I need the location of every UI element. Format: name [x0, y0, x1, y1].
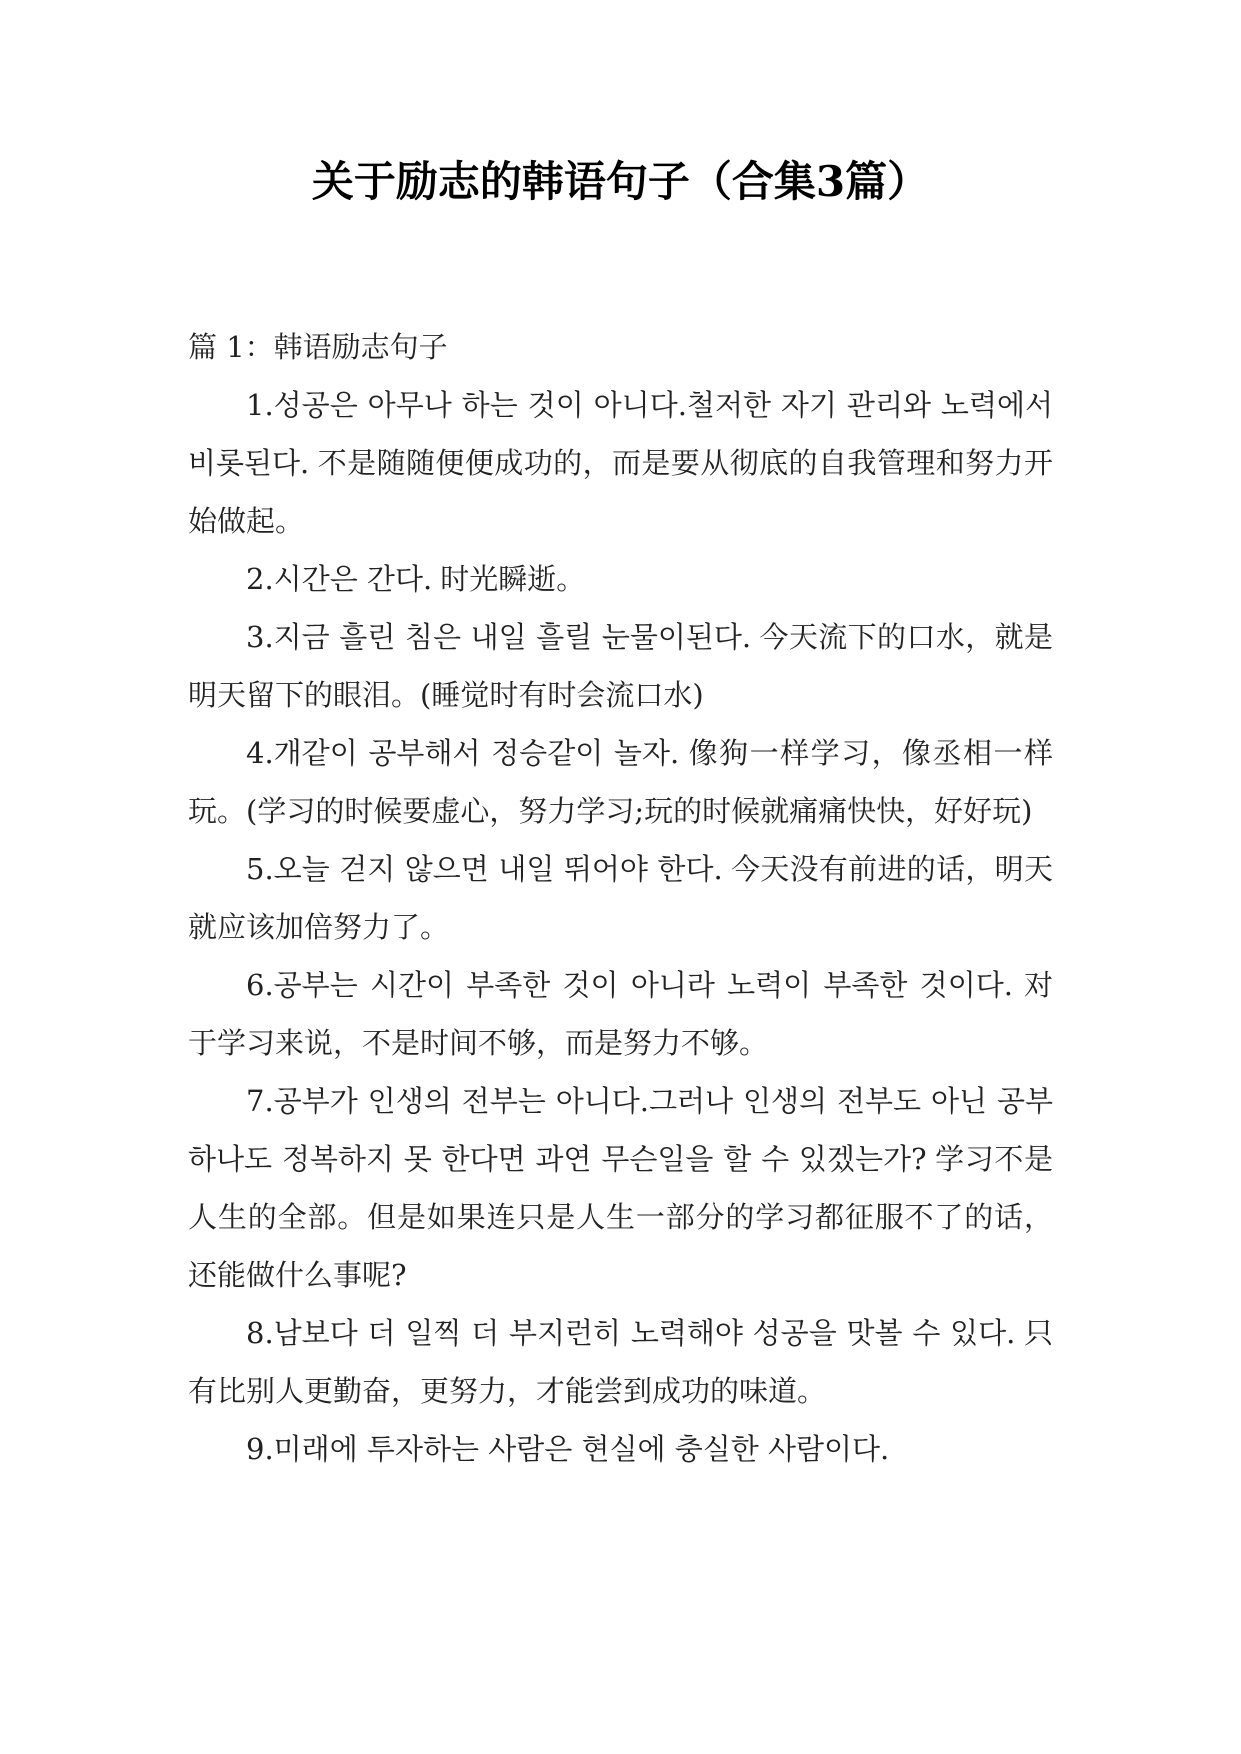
chinese-translation: 只有比别人更勤奋，更努力，才能尝到成功的味道。	[188, 1316, 1053, 1408]
korean-sentence: 공부는 시간이 부족한 것이 아니라 노력이 부족한 것이다.	[273, 968, 1013, 1002]
korean-sentence: 미래에 투자하는 사람은 현실에 충실한 사람이다.	[273, 1432, 890, 1466]
sentence-item-9	[188, 1420, 1053, 1478]
korean-sentence: 남보다 더 일찍 더 부지런히 노력해야 성공을 맛볼 수 있다.	[273, 1316, 1016, 1350]
sentence-item-1	[188, 376, 1053, 550]
chinese-translation: 时光瞬逝。	[440, 562, 586, 596]
chinese-translation: 今天流下的口水，就是明天留下的眼泪。(睡觉时有时会流口水)	[188, 620, 1053, 712]
sentence-item-8	[188, 1304, 1053, 1420]
item-number: 3.	[246, 620, 274, 654]
chinese-translation: 不是随随便便成功的，而是要从彻底的自我管理和努力开始做起。	[188, 446, 1053, 538]
item-number: 4.	[246, 736, 274, 770]
document-title: 关于励志的韩语句子（合集3篇）	[311, 157, 930, 206]
section-heading: 篇 1：韩语励志句子	[188, 330, 448, 364]
item-number: 7.	[246, 1084, 274, 1118]
sentence-list	[188, 376, 1053, 1478]
item-number: 8.	[246, 1316, 274, 1350]
korean-sentence: 개같이 공부해서 정승같이 놀자.	[273, 736, 680, 770]
sentence-item-7	[188, 1072, 1053, 1304]
item-number: 9.	[246, 1432, 274, 1466]
sentence-item-3	[188, 608, 1053, 724]
item-number: 2.	[246, 562, 274, 596]
item-number: 5.	[246, 852, 274, 886]
korean-sentence: 시간은 간다.	[273, 562, 433, 596]
sentence-item-5	[188, 840, 1053, 956]
chinese-translation: 对于学习来说，不是时间不够，而是努力不够。	[188, 968, 1053, 1060]
sentence-item-2	[188, 550, 1053, 608]
korean-sentence: 오늘 걷지 않으면 내일 뛰어야 한다.	[273, 852, 723, 886]
chinese-translation: 像狗一样学习，像丞相一样玩。(学习的时候要虚心，努力学习;玩的时候就痛痛快快，好好玩)	[188, 736, 1053, 828]
item-number: 6.	[246, 968, 274, 1002]
sentence-item-4	[188, 724, 1053, 840]
chinese-translation: 今天没有前进的话，明天就应该加倍努力了。	[188, 852, 1053, 944]
korean-sentence: 성공은 아무나 하는 것이 아니다.철저한 자기 관리와 노력에서 비롯된다.	[188, 388, 1053, 480]
korean-sentence: 공부가 인생의 전부는 아니다.그러나 인생의 전부도 아닌 공부 하나도 정복하지 못 한다면 과연 무슨일을 할 수 있겠는가?	[188, 1084, 1053, 1176]
sentence-item-6	[188, 956, 1053, 1072]
chinese-translation: 学习不是人生的全部。但是如果连只是人生一部分的学习都征服不了的话，还能做什么事呢?	[188, 1142, 1053, 1292]
item-number: 1.	[246, 388, 274, 422]
korean-sentence: 지금 흘린 침은 내일 흘릴 눈물이된다.	[273, 620, 752, 654]
